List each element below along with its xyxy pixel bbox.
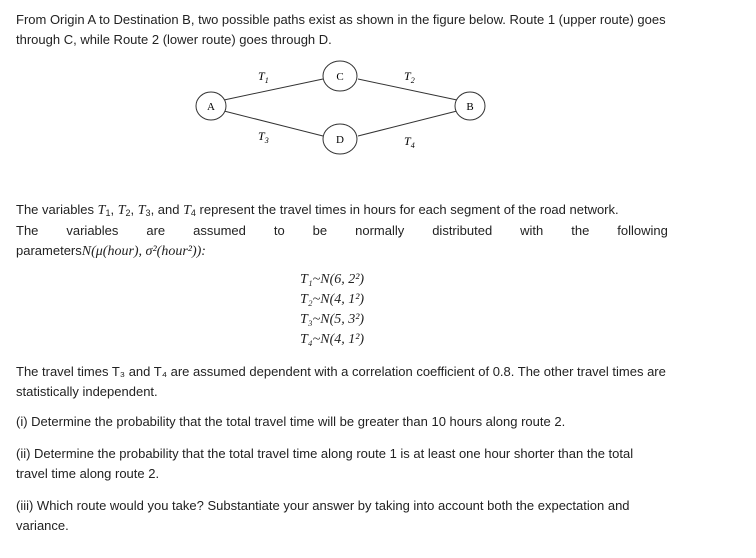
- segment-t1-label: $T_1$: [258, 69, 269, 85]
- intro-paragraph: From Origin A to Destination B, two possible paths exist as shown in the figure below. Route 1 (upper route) goes through C, while Route 2 (lower route) goes through D.: [16, 12, 666, 47]
- node-b-label: B: [466, 101, 474, 113]
- road-network-diagram: [0, 0, 756, 200]
- variables-line-3: parametersN(μ(hour), σ²(hour²)):: [16, 243, 206, 259]
- node-d-label: D: [336, 134, 344, 146]
- edge-a-c: [224, 79, 323, 100]
- node-a-label: A: [207, 101, 215, 113]
- question-3: (iii) Which route would you take? Substantiate your answer by taking into account both the expectation and variance.: [16, 498, 630, 533]
- edge-d-b: [358, 111, 457, 136]
- segment-t4-label: $T_4$: [404, 134, 415, 150]
- segment-t2-label: $T_2$: [404, 69, 415, 85]
- distribution-t4: T₄~N(4, 1²): [300, 332, 365, 347]
- variables-paragraph: [16, 200, 668, 262]
- edge-a-d: [224, 111, 323, 136]
- distribution-t3: T₃~N(5, 3²): [300, 312, 365, 327]
- distribution-t2: T₂~N(4, 1²): [300, 292, 365, 307]
- segment-t3-label: $T_3$: [258, 129, 269, 145]
- node-c-label: C: [336, 71, 344, 83]
- question-1: (i) Determine the probability that the total travel time will be greater than 10 hours along route 2.: [16, 414, 566, 429]
- distribution-t1: T₁~N(6, 2²): [300, 272, 365, 287]
- variables-line-2: The variables are assumed to be normally distributed with the following: [16, 223, 668, 238]
- question-2: (ii) Determine the probability that the total travel time along route 1 is at least one hour shorter than the total travel time along route 2.: [16, 446, 634, 481]
- distribution-list: [300, 270, 364, 350]
- correlation-paragraph: The travel times T₃ and T₄ are assumed dependent with a correlation coefficient of 0.8. The other travel times are statistically independent.: [16, 364, 666, 399]
- variables-line-1: The variables $T_1$, $T_2$, $T_3$, and $T_4$ represent the travel times in hours for each segment of the road network.: [16, 202, 619, 218]
